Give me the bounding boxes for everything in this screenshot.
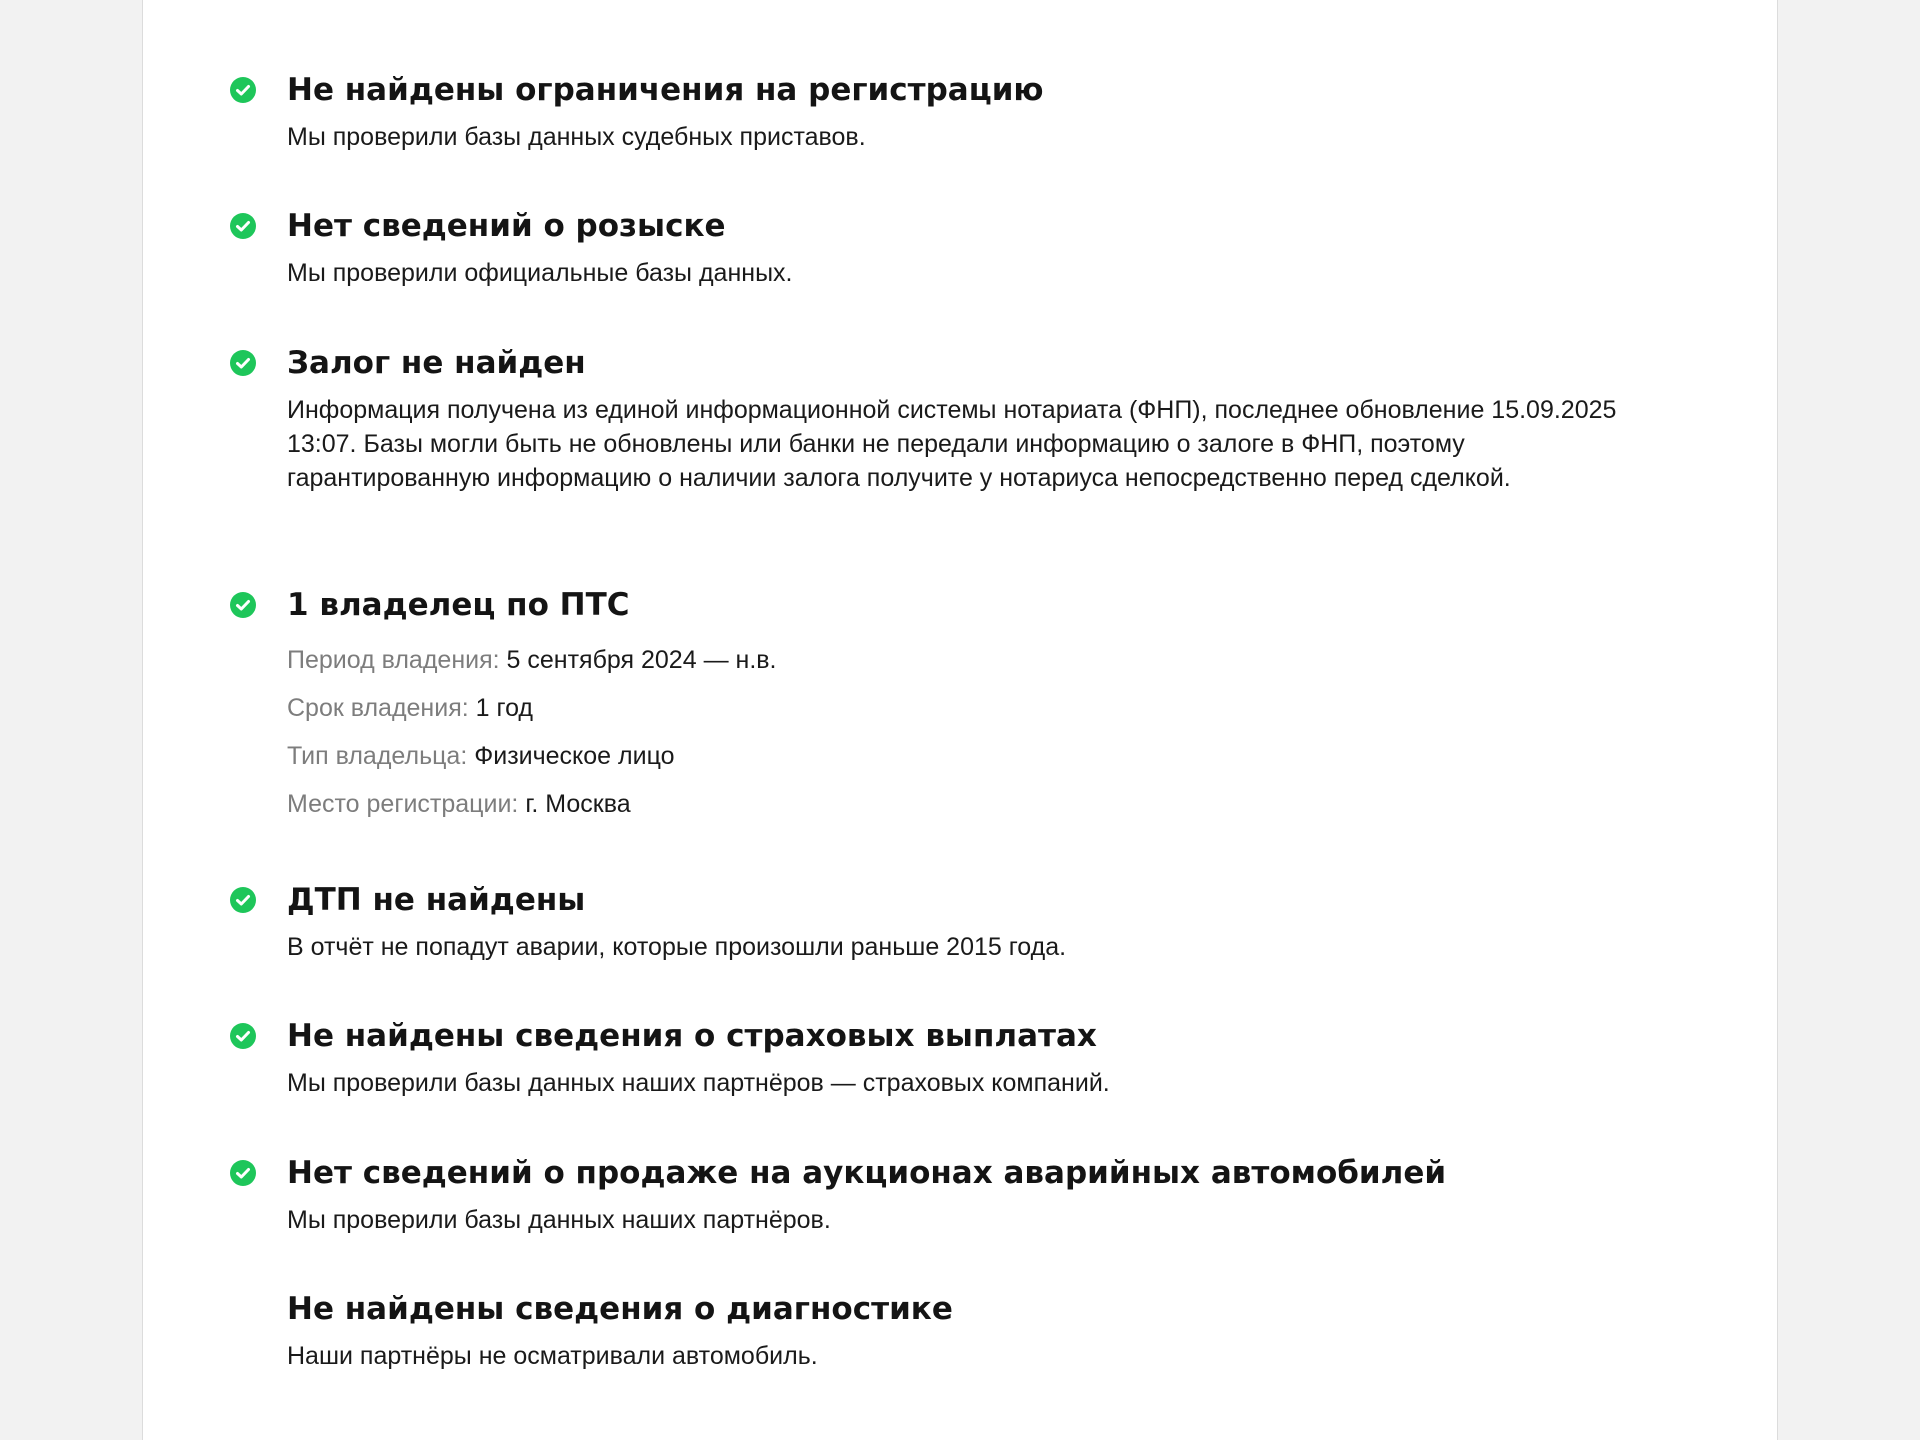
check-item-owners <box>287 585 1687 835</box>
check-item-accidents <box>287 880 1687 964</box>
check-title: Не найдены ограничения на регистрацию <box>287 72 1044 108</box>
check-item-auctions <box>287 1153 1687 1237</box>
owner-period-row <box>287 643 1687 677</box>
check-item-pledge <box>287 343 1687 495</box>
check-circle-icon <box>230 887 256 913</box>
owner-term-row <box>287 691 1687 725</box>
check-description: В отчёт не попадут аварии, которые произошли раньше 2015 года. <box>287 933 1067 961</box>
owner-type-label: Тип владельца: <box>287 742 468 770</box>
check-circle-icon <box>230 1023 256 1049</box>
check-title: ДТП не найдены <box>287 882 586 918</box>
check-description: Мы проверили базы данных судебных приставов. <box>287 123 866 151</box>
owner-term-label: Срок владения: <box>287 694 469 722</box>
check-title: Нет сведений о продаже на аукционах аварийных автомобилей <box>287 1155 1447 1191</box>
check-description: Мы проверили базы данных наших партнёров — страховых компаний. <box>287 1069 1110 1097</box>
owner-type-value: Физическое лицо <box>474 742 675 770</box>
check-circle-icon <box>230 592 256 618</box>
check-description: Мы проверили базы данных наших партнёров. <box>287 1206 831 1234</box>
check-title: 1 владелец по ПТС <box>287 587 630 623</box>
owner-place-row <box>287 787 1687 821</box>
owner-period-label: Период владения: <box>287 646 500 674</box>
owner-period-value: 5 сентября 2024 — н.в. <box>506 646 777 674</box>
owner-place-value: г. Москва <box>525 790 631 818</box>
owner-place-label: Место регистрации: <box>287 790 519 818</box>
check-description: Мы проверили официальные базы данных. <box>287 259 793 287</box>
check-item-wanted <box>287 206 1687 290</box>
check-title: Не найдены сведения о диагностике <box>287 1291 953 1327</box>
owner-term-value: 1 год <box>475 694 534 722</box>
check-circle-icon <box>230 77 256 103</box>
check-description: Информация получена из единой информационной системы нотариата (ФНП), последнее обновление 15.09.2025 13:07. Базы могли быть не обновлены или банки не передали информацию о залоге в ФНП, поэтому гарантированную информацию о наличии залога получите у нотариуса непосредственно перед сделкой. <box>287 396 1617 492</box>
check-item-diagnostics <box>287 1289 1687 1373</box>
check-item-insurance-payments <box>287 1016 1687 1100</box>
check-title: Залог не найден <box>287 345 586 381</box>
owner-details <box>287 643 1687 821</box>
check-title: Нет сведений о розыске <box>287 208 726 244</box>
check-title: Не найдены сведения о страховых выплатах <box>287 1018 1097 1054</box>
owner-type-row <box>287 739 1687 773</box>
check-description: Наши партнёры не осматривали автомобиль. <box>287 1342 818 1370</box>
report-card <box>142 0 1778 1440</box>
check-circle-icon <box>230 1160 256 1186</box>
check-circle-icon <box>230 350 256 376</box>
check-circle-icon <box>230 213 256 239</box>
check-item-registration-restrictions <box>287 70 1687 154</box>
